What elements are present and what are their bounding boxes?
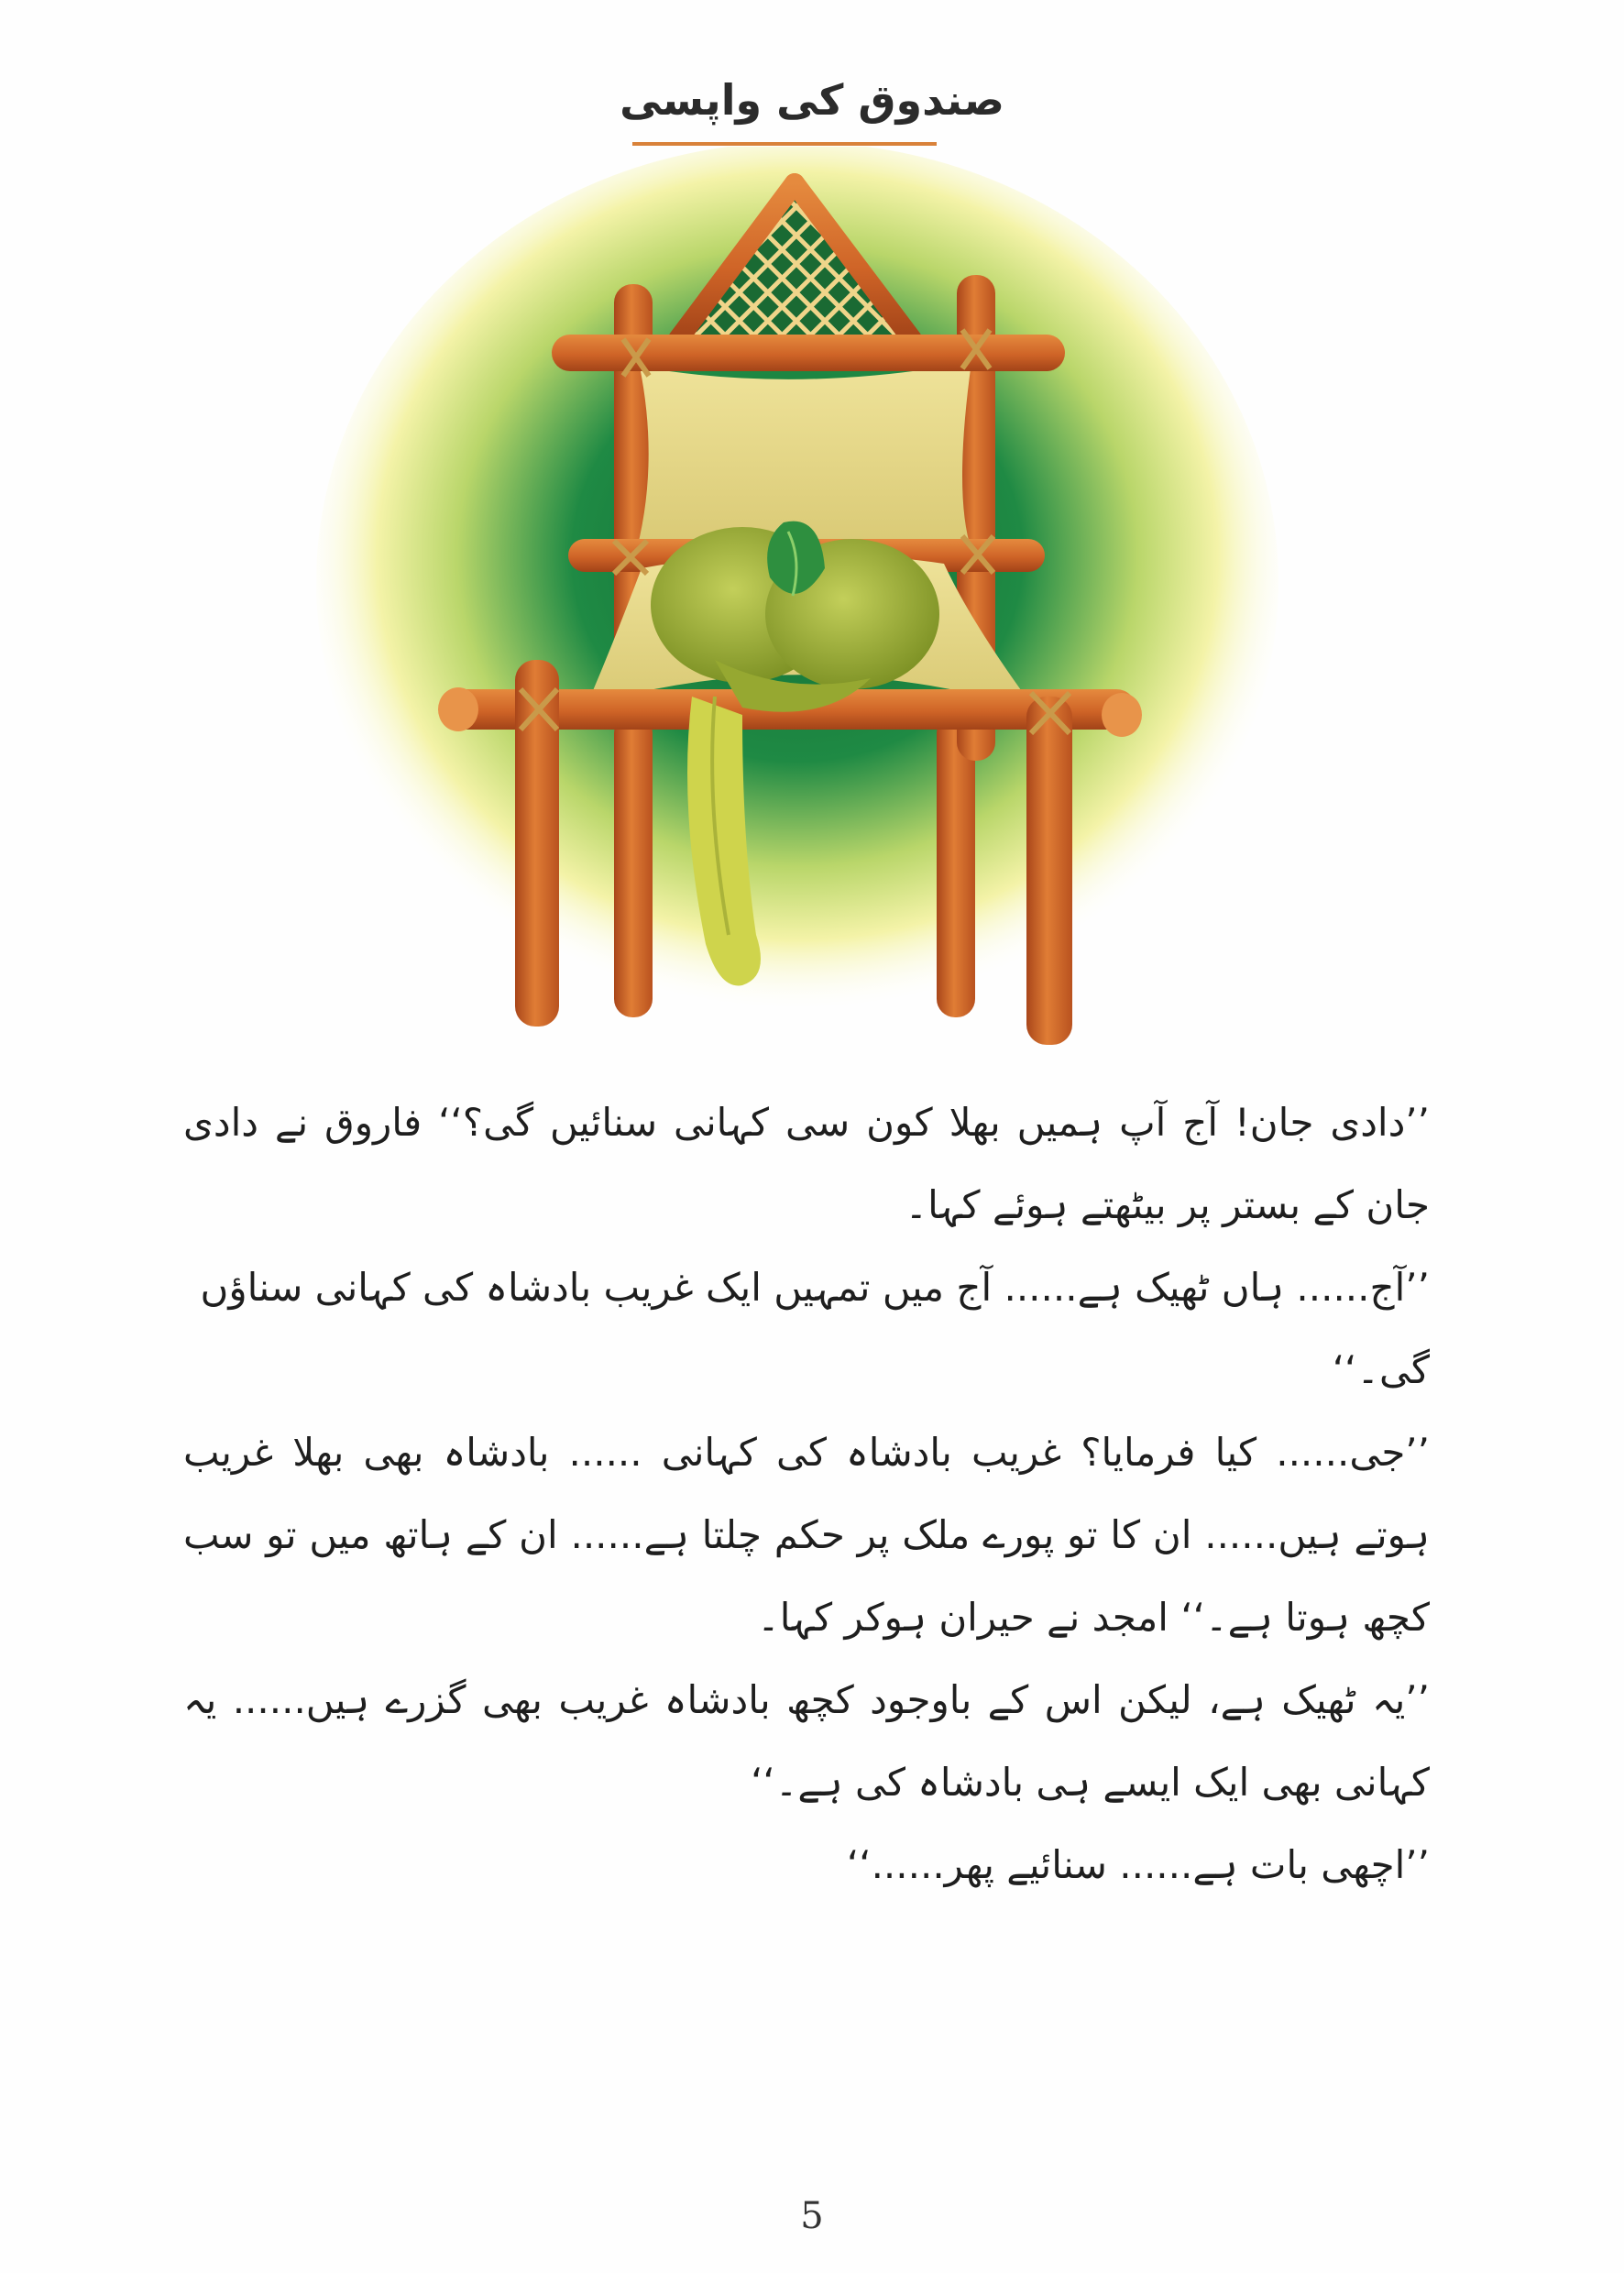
page-number: 5	[800, 2195, 824, 2237]
chair-illustration	[312, 147, 1283, 1054]
story-paragraph: ’’اچھی بات ہے...... سنائیے پھر......‘‘	[846, 1842, 1430, 1887]
story-paragraph: ’’جی...... کیا فرمایا؟ غریب بادشاہ کی کہانی ...... بادشاہ بھی بھلا غریب ہوتے ہیں...... ان کا تو پورے ملک پر حکم چلتا ہے...... ان کے ہاتھ میں تو سب کچھ ہوتا ہے۔‘‘ امجد نے حیران ہوکر کہا۔	[183, 1430, 1430, 1640]
story-text	[183, 1082, 1430, 1906]
story-paragraph: ’’یہ ٹھیک ہے، لیکن اس کے باوجود کچھ بادشاہ غریب بھی گزرے ہیں...... یہ کہانی بھی ایک ایسے ہی بادشاہ کی ہے۔‘‘	[183, 1677, 1430, 1805]
story-paragraph: ’’دادی جان! آج آپ ہمیں بھلا کون سی کہانی سنائیں گی؟‘‘ فاروق نے دادی جان کے بستر پر بیٹھتے ہوئے کہا۔	[183, 1100, 1430, 1227]
story-paragraph: ’’آج...... ہاں ٹھیک ہے...... آج میں تمہیں ایک غریب بادشاہ کی کہانی سناؤں گی۔‘‘	[200, 1265, 1430, 1392]
page-title: صندوق کی واپسی	[620, 75, 1004, 125]
title-underline	[632, 142, 937, 146]
